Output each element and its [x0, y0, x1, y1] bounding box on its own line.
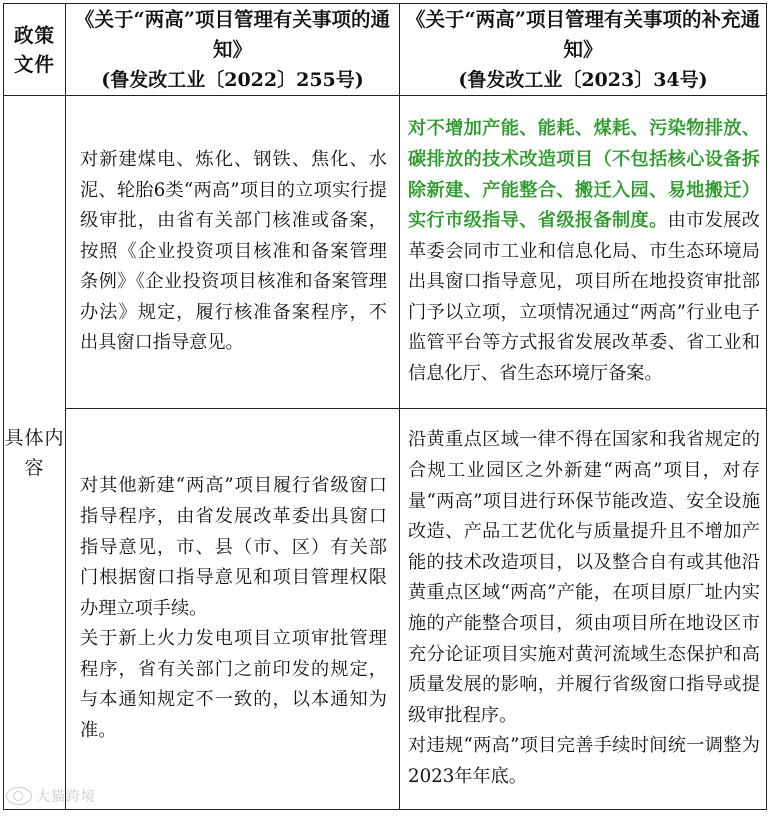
- header-doc2: [400, 4, 767, 96]
- doc2-title: 《关于“两高”项目管理有关事项的补充通知》: [406, 7, 760, 61]
- header-label: 政策文件: [4, 4, 66, 96]
- content-row-2: [4, 409, 767, 810]
- row2-right-p1: 沿黄重点区域一律不得在国家和我省规定的合规工业园区之外新建“两高”项目，对存量“两高”项目进行环保节能改造、安全设施改造、产品工艺优化与质量提升且不增加产能的技术改造项目，以及整合自有或其他沿黄重点区域“两高”产能，在项目原厂址内实施的产能整合项目，须由项目所在地设区市充分论证项目实施对黄河流域生态保护和高质量发展的影响，并履行省级窗口指导或提级审批程序。: [408, 429, 760, 726]
- row2-left-cell: [66, 409, 400, 810]
- watermark: [6, 786, 96, 806]
- watermark-logo-icon: [6, 787, 32, 805]
- policy-document: [3, 3, 766, 809]
- policy-comparison-table: [3, 3, 767, 810]
- row2-left-p1: 对其他新建“两高”项目履行省级窗口指导程序，由省发展改革委出具窗口指导意见，市、县（市、区）有关部门根据窗口指导意见和项目管理权限办理立项手续。: [80, 475, 387, 619]
- row1-left-cell: [66, 96, 400, 409]
- row1-right-highlight: 对不增加产能、能耗、煤耗、污染物排放、碳排放的技术改造项目（不包括核心设备拆除新建、产能整合、搬迁入园、易地搬迁）实行市级指导、省级报备制度。: [408, 118, 760, 232]
- doc1-number: (鲁发改工业〔2022〕255号): [101, 68, 364, 91]
- side-label: 具体内容: [4, 96, 66, 810]
- row2-right-p2: 对违规“两高”项目完善手续时间统一调整为2023年年底。: [408, 735, 760, 787]
- row1-right-rest: 由市发展改革委会同市工业和信息化局、市生态环境局出具窗口指导意见，项目所在地投资审批部门予以立项，立项情况通过“两高”行业电子监管平台等方式报省发展改革委、省工业和信息化厅、省生态环境厅备案。: [408, 210, 760, 385]
- row2-right-cell: [400, 409, 767, 810]
- watermark-text: 大猫跨境: [36, 789, 96, 805]
- row1-left-text: 对新建煤电、炼化、钢铁、焦化、水泥、轮胎6类“两高”项目的立项实行提级审批，由省有关部门核准或备案，按照《企业投资项目核准和备案管理条例》《企业投资项目核准和备案管理办法》规定，履行核准备案程序，不出具窗口指导意见。: [80, 148, 387, 354]
- header-row: [4, 4, 767, 96]
- row2-left-p2: 关于新上火力发电项目立项审批管理程序，省有关部门之前印发的规定，与本通知规定不一致的，以本通知为准。: [80, 628, 387, 742]
- header-doc1: [66, 4, 400, 96]
- row1-right-cell: [400, 96, 767, 409]
- content-row-1: [4, 96, 767, 409]
- doc1-title: 《关于“两高”项目管理有关事项的通知》: [75, 7, 390, 61]
- row1-right-paragraph: [408, 114, 760, 389]
- doc2-number: (鲁发改工业〔2023〕34号): [458, 68, 708, 91]
